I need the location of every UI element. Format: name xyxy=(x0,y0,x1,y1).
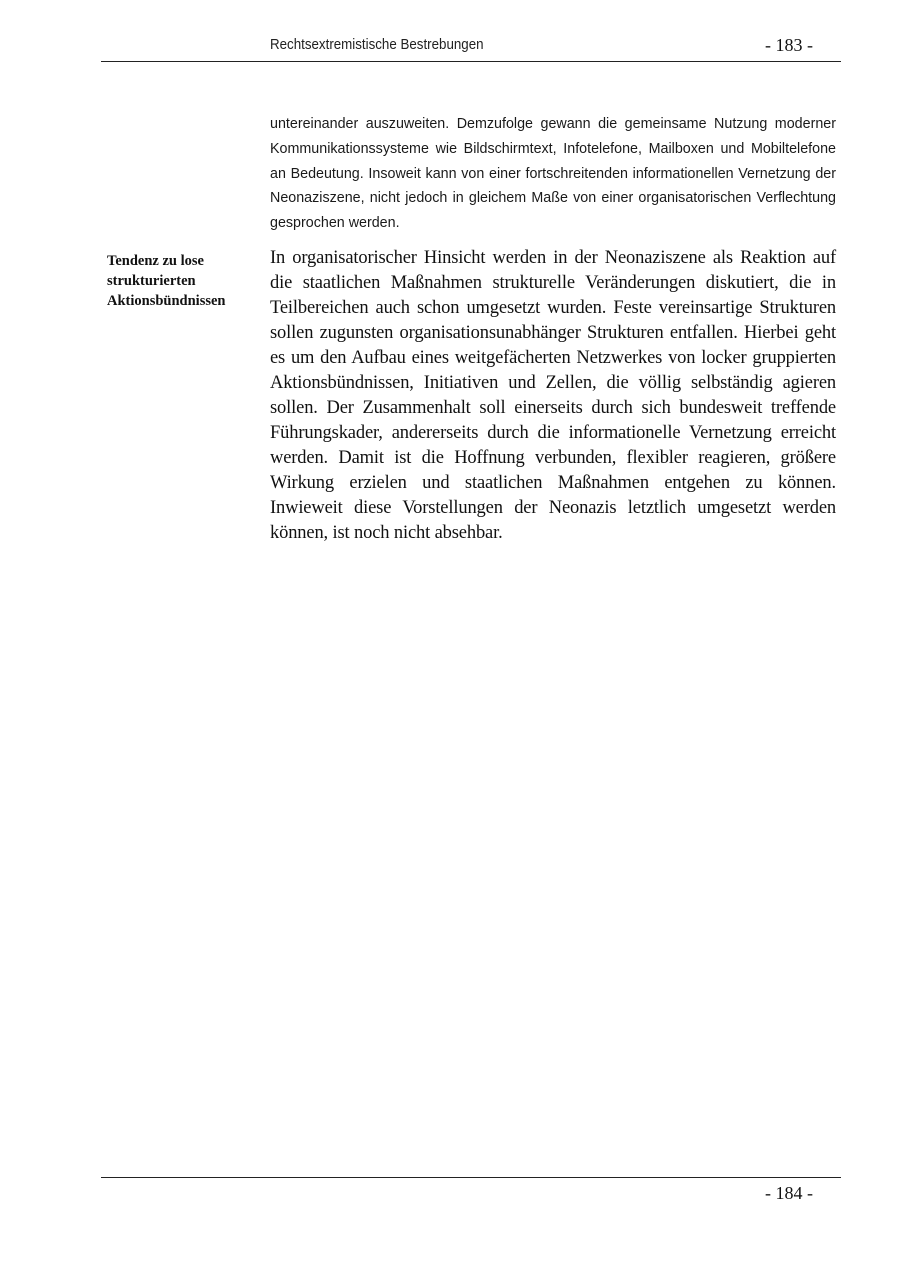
header-page-number: - 183 - xyxy=(765,35,813,55)
running-title: Rechtsextremistische Bestrebungen xyxy=(270,37,484,53)
footer-rule xyxy=(101,1177,841,1178)
intro-paragraph: untereinander auszuweiten. Demzufolge gewann die gemeinsame Nutzung moderner Kommunikationssysteme wie Bildschirmtext, Infotelefone, Mailboxen und Mobiltelefone an Bedeutung. Insoweit kann von einer fortschreitenden informationellen Vernetzung der Neonaziszene, nicht jedoch in gleichem Maße von einer organisatorischen Verflechtung gesprochen werden. xyxy=(270,116,836,232)
footer-page-number: - 184 - xyxy=(765,1183,813,1203)
header-rule xyxy=(101,61,841,62)
margin-note: Tendenz zu lose strukturierten Aktionsbündnissen xyxy=(107,253,226,309)
main-paragraph: In organisatorischer Hinsicht werden in der Neonaziszene als Reaktion auf die staatlichen Maßnahmen strukturelle Veränderungen diskutiert, die in Teilbereichen auch schon umgesetzt wurden. Feste vereinsartige Strukturen sollen zugunsten organisationsunabhänger Strukturen entfallen. Hierbei geht es um den Aufbau eines weitgefächerten Netzwerkes von locker gruppierten Aktionsbündnissen, Initiativen und Zellen, die völlig selbständig agieren sollen. Der Zusammenhalt soll einerseits durch sich bundesweit treffende Führungskader, andererseits durch die informationelle Vernetzung erreicht werden. Damit ist die Hoffnung verbunden, flexibler reagieren, größere Wirkung erzielen und staatlichen Maßnahmen entgehen zu können. Inwieweit diese Vorstellungen der Neonazis letztlich umgesetzt werden können, ist noch nicht absehbar. xyxy=(270,248,836,543)
